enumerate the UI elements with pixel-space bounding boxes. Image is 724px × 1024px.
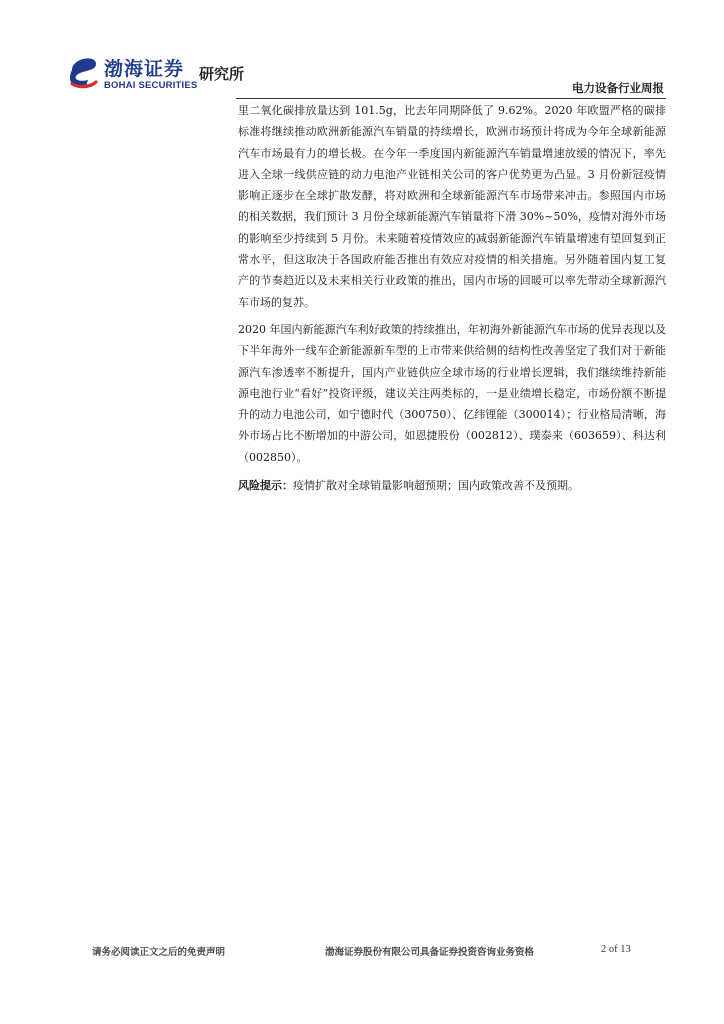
footer-disclaimer: 请务必阅读正文之后的免责声明 — [92, 947, 226, 958]
page-number: 2 of 13 — [601, 944, 631, 955]
report-type: 电力设备行业周报 — [572, 81, 664, 95]
company-logo — [66, 52, 276, 98]
body-paragraph-2: 2020 年国内新能源汽车利好政策的持续推出，年初海外新能源汽车市场的优异表现以及下半年海外一线车企新能源新车型的上市带来供给侧的结构性改善坚定了我们对于新能源汽车渗透率不断提升，国内产业链供应全球市场的行业增长逻辑，我们继续维持新能源电池行业“看好”投资评级，建议关注两类标的，一是业绩增长稳定，市场份额不断提升的动力电池公司，如宁德时代（300750）、亿纬锂能（300014）；行业格局清晰，海外市场占比不断增加的中游公司，如恩捷股份（002812）、璞泰来（603659）、科达利（002850）。 — [238, 323, 666, 464]
body-paragraph-1: 里二氧化碳排放量达到 101.5g，比去年同期降低了 9.62%。2020 年欧盟严格的碳排标准将继续推动欧洲新能源汽车销量的持续增长，欧洲市场预计将成为今年全球新能源汽车市场最有力的增长极。在今年一季度国内新能源汽车销量增速放缓的情况下，率先进入全球一线供应链的动力电池产业链相关公司的客户优势更为凸显。3 月份新冠疫情影响正逐步在全球扩散发酵，将对欧洲和全球新能源汽车市场带来冲击。参照国内市场的相关数据，我们预计 3 月份全球新能源汽车销量将下滑 30%~50%，疫情对海外市场的影响至少持续到 5 月份。未来随着疫情效应的减弱新能源汽车销量增速有望回复到正常水平，但这取决于各国政府能否推出有效应对疫情的相关措施。另外随着国内复工复产的节奏趋近以及未来相关行业政策的推出，国内市场的回暖可以率先带动全球新源汽车市场的复苏。 — [238, 104, 666, 309]
logo-english-name: BOHAI SECURITIES — [104, 80, 198, 91]
footer-qualification: 渤海证券股份有限公司具备证券投资咨询业务资格 — [325, 947, 535, 958]
risk-text: 疫情扩散对全球销量影响超预期；国内政策改善不及预期。 — [293, 479, 579, 492]
risk-label: 风险提示： — [238, 479, 293, 492]
header-divider — [236, 98, 666, 99]
logo-institute-label: 研究所 — [199, 65, 245, 83]
bohai-logo-icon — [66, 52, 100, 92]
logo-chinese-name: 渤海证券 — [104, 58, 185, 80]
risk-warning — [238, 477, 579, 493]
